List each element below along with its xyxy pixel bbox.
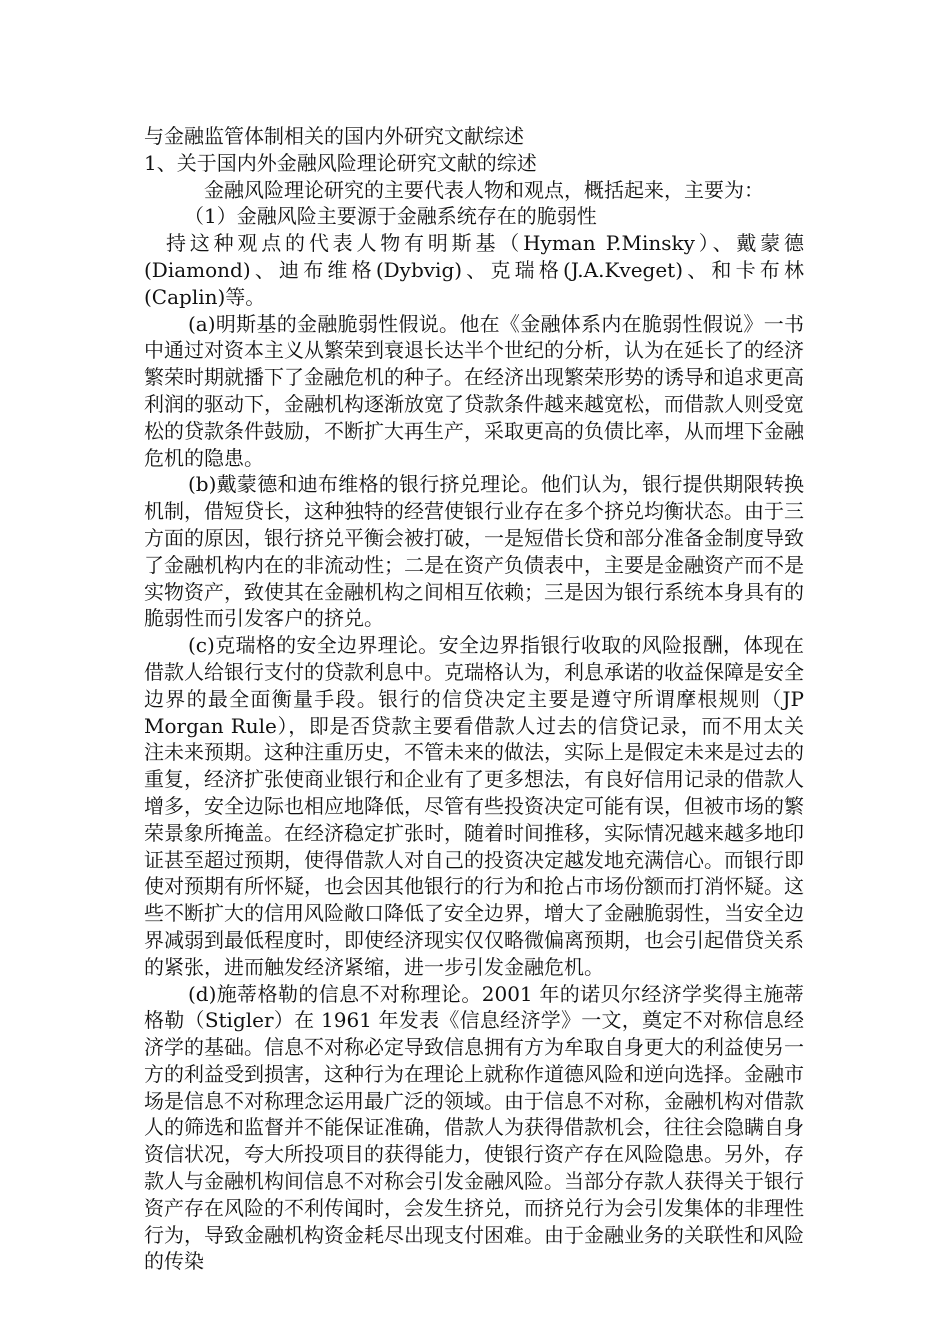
paragraph-kregel: (c)克瑞格的安全边界理论。安全边界指银行收取的风险报酬，体现在借款人给银行支付的贷款利息中。克瑞格认为，利息承诺的收益保障是安全边界的最全面衡量手段。银行的信贷决定主要是遵守所谓摩根规则（JP Morgan Rule），即是否贷款主要看借款人过去的信贷记录，而不用太关注未来预期。这种注重历史，不管未来的做法，实际上是假定未来是过去的重复，经济扩张使商业银行和企业有了更多想法，有良好信用记录的借款人增多，安全边际也相应地降低，尽管有些投资决定可能有误，但被市场的繁荣景象所掩盖。在经济稳定扩张时，随着时间推移，实际情况越来越多地印证甚至超过预期，使得借款人对自己的投资决定越发地充满信心。而银行即使对预期有所怀疑，也会因其他银行的行为和抢占市场份额而打消怀疑。这些不断扩大的信用风险敞口降低了安全边界，增大了金融脆弱性，当安全边界减弱到最低程度时，即使经济现实仅仅略微偏离预期，也会引起借贷关系的紧张，进而触发经济紧缩，进一步引发金融危机。 <box>144 633 804 979</box>
document-title: 与金融监管体制相关的国内外研究文献综述 <box>144 124 524 148</box>
section-heading: 1、关于国内外金融风险理论研究文献的综述 <box>144 150 537 175</box>
intro-line: 金融风险理论研究的主要代表人物和观点，概括起来，主要为： <box>204 177 764 202</box>
paragraph-representatives: 持这种观点的代表人物有明斯基（Hyman P.Minsky）、戴蒙德(Diamond)、迪布维格(Dybvig)、克瑞格(J.A.Kveget)、和卡布林(Caplin)等。 <box>144 231 804 309</box>
paragraph-stigler: (d)施蒂格勒的信息不对称理论。2001 年的诺贝尔经济学奖得主施蒂格勒（Stigler）在 1961 年发表《信息经济学》一文，奠定不对称信息经济学的基础。信息不对称必定导致信息拥有方为牟取自身更大的利益使另一方的利益受到损害，这种行为在理论上就称作道德风险和逆向选择。金融市场是信息不对称理念运用最广泛的领域。由于信息不对称，金融机构对借款人的筛选和监督并不能保证准确，借款人为获得借款机会，往往会隐瞒自身资信状况，夸大所投项目的获得能力，使银行资产存在风险隐患。另外，存款人与金融机构间信息不对称会引发金融风险。当部分存款人获得关于银行资产存在风险的不利传闻时，会发生挤兑，而挤兑行为会引发集体的非理性行为，导致金融机构资金耗尽出现支付困难。由于金融业务的关联性和风险的传染 <box>144 981 804 1274</box>
paragraph-diamond-dybvig: (b)戴蒙德和迪布维格的银行挤兑理论。他们认为，银行提供期限转换机制，借短贷长，这种独特的经营使银行业存在多个挤兑均衡状态。由于三方面的原因，银行挤兑平衡会被打破，一是短借长贷和部分准备金制度导致了金融机构内在的非流动性；二是在资产负债表中，主要是金融资产而不是实物资产，致使其在金融机构之间相互依赖；三是因为银行系统本身具有的脆弱性而引发客户的挤兑。 <box>144 472 804 631</box>
subheading: （1）金融风险主要源于金融系统存在的脆弱性 <box>184 204 597 229</box>
paragraph-minsky: (a)明斯基的金融脆弱性假说。他在《金融体系内在脆弱性假说》一书中通过对资本主义从繁荣到衰退长达半个世纪的分析，认为在延长了的经济繁荣时期就播下了金融危机的种子。在经济出现繁荣形势的诱导和追求更高利润的驱动下，金融机构逐渐放宽了贷款条件越来越宽松，而借款人则受宽松的贷款条件鼓励，不断扩大再生产，采取更高的负债比率，从而埋下金融危机的隐患。 <box>144 311 804 470</box>
document-body <box>144 123 804 1275</box>
